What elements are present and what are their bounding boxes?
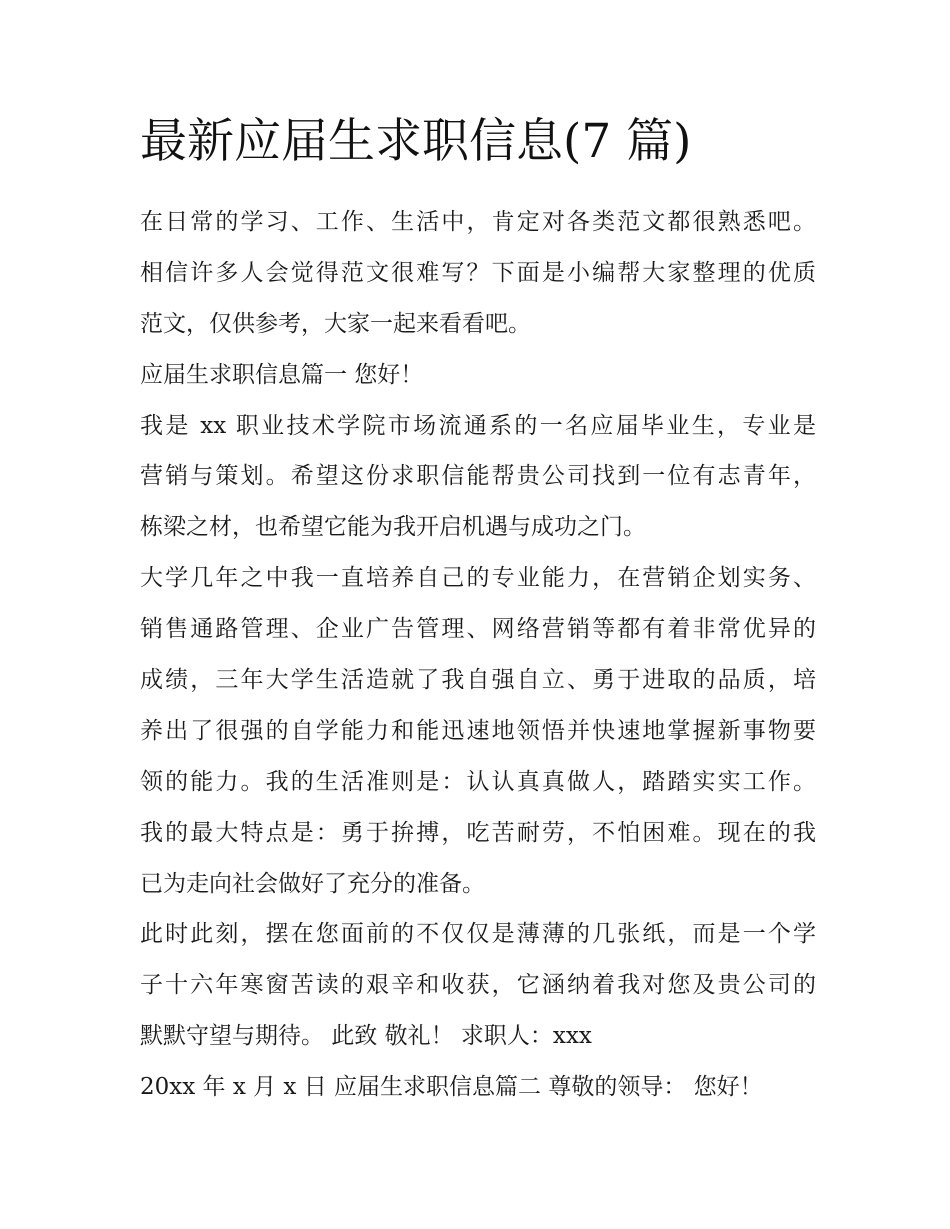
body-line: 应届生求职信息篇一 您好！ [140, 361, 424, 388]
body-line: 销售通路管理、企业广告管理、网络营销等都有着非常优异的 [140, 616, 816, 643]
body-line: 营销与策划。希望这份求职信能帮贵公司找到一位有志青年， [140, 463, 816, 490]
body-line: 领的能力。我的生活准则是：认认真真做人，踏踏实实工作。 [140, 768, 816, 795]
body-line: 此时此刻，摆在您面前的不仅仅是薄薄的几张纸，而是一个学 [140, 921, 816, 948]
document-body [140, 197, 816, 1113]
body-line: 相信许多人会觉得范文很难写？下面是小编帮大家整理的优质 [140, 259, 816, 286]
body-line: 大学几年之中我一直培养自己的专业能力，在营销企划实务、 [140, 565, 816, 592]
body-line: 范文，仅供参考，大家一起来看看吧。 [140, 310, 531, 337]
body-line: 子十六年寒窗苦读的艰辛和收获，它涵纳着我对您及贵公司的 [140, 972, 816, 999]
body-line: 成绩，三年大学生活造就了我自强自立、勇于进取的品质，培 [140, 667, 816, 694]
body-line: 20xx 年 x 月 x 日 应届生求职信息篇二 尊敬的领导： 您好！ [140, 1074, 763, 1101]
body-line: 栋梁之材，也希望它能为我开启机遇与成功之门。 [140, 514, 646, 541]
body-line: 在日常的学习、工作、生活中，肯定对各类范文都很熟悉吧。 [140, 209, 816, 235]
document-title: 最新应届生求职信息(7 篇) [140, 114, 692, 169]
body-line: 养出了很强的自学能力和能迅速地领悟并快速地掌握新事物要 [140, 717, 816, 744]
body-line: 我是 xx 职业技术学院市场流通系的一名应届毕业生，专业是 [140, 412, 816, 439]
body-line: 已为走向社会做好了充分的准备。 [140, 870, 485, 897]
body-line: 我的最大特点是：勇于拚搏，吃苦耐劳，不怕困难。现在的我 [140, 819, 816, 846]
body-line: 默默守望与期待。 此致 敬礼！ 求职人：xxx [140, 1023, 592, 1050]
